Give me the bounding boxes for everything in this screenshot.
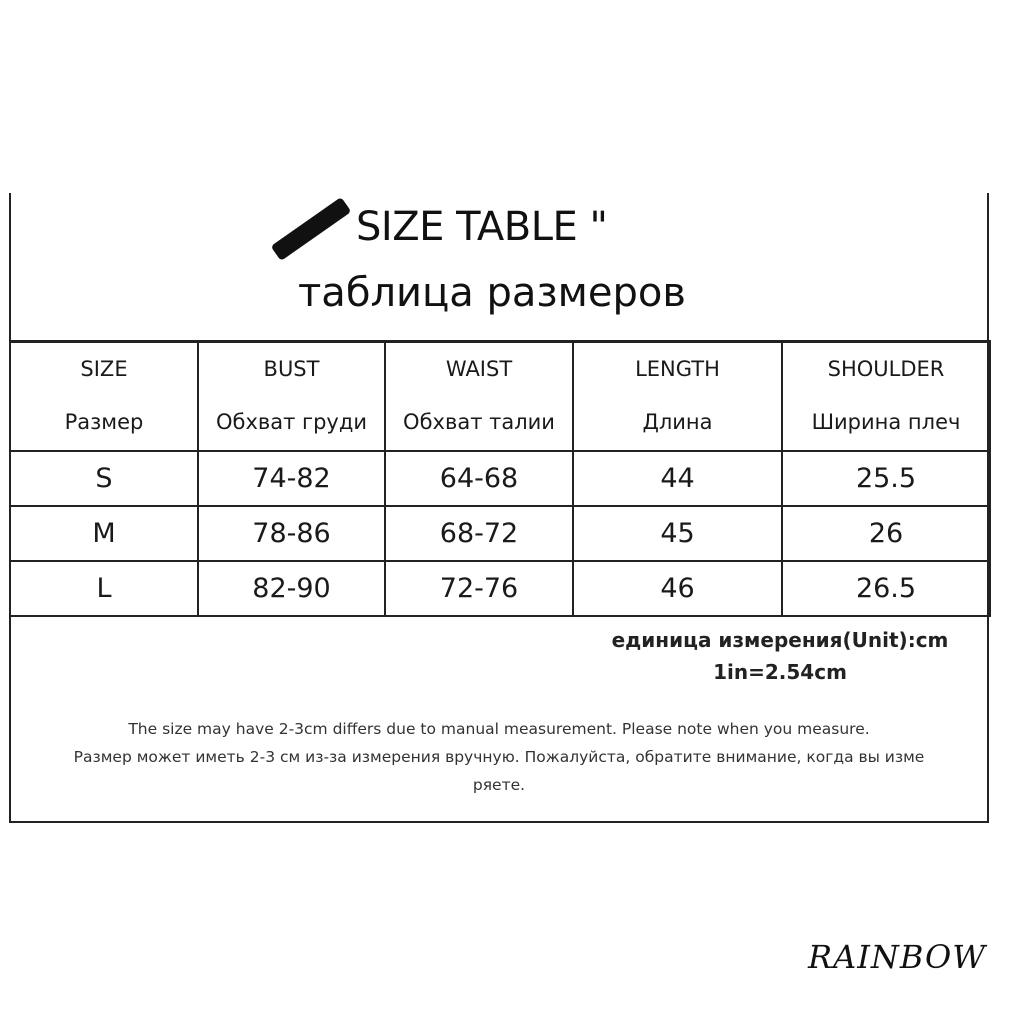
measurement-note: [14, 715, 984, 799]
table-cell: 25.5: [782, 451, 990, 506]
table-cell: 26.5: [782, 561, 990, 616]
note-russian-line1: Размер может иметь 2-3 см из-за измерения вручную. Пожалуйста, обратите внимание, когда вы изме: [73, 748, 925, 766]
size-table: [9, 340, 991, 617]
header-cell: WAIST Обхват талии: [385, 341, 573, 451]
table-cell: 78-86: [198, 506, 385, 561]
table-cell: 46: [573, 561, 782, 616]
table-row: [10, 561, 990, 616]
title-english: SIZE TABLE ": [356, 204, 608, 250]
note-russian-line2: ряете.: [472, 776, 526, 794]
title-russian: таблица размеров: [298, 270, 686, 316]
note-english: The size may have 2-3cm differs due to manual measurement. Please note when you measure.: [128, 720, 870, 738]
table-cell: S: [10, 451, 198, 506]
table-cell: M: [10, 506, 198, 561]
header-cell: LENGTH Длина: [573, 341, 782, 451]
table-header-row: [10, 341, 990, 451]
table-cell: 64-68: [385, 451, 573, 506]
table-row: [10, 451, 990, 506]
table-cell: 45: [573, 506, 782, 561]
table-row: [10, 506, 990, 561]
table-cell: 26: [782, 506, 990, 561]
units-note: [560, 624, 1000, 688]
table-cell: 74-82: [198, 451, 385, 506]
table-cell: 72-76: [385, 561, 573, 616]
units-line: единица измерения(Unit):cm: [611, 628, 949, 652]
brand-logo: RAINBOW: [808, 938, 987, 976]
conversion-line: 1in=2.54cm: [713, 660, 847, 684]
header-cell: SIZE Размер: [10, 341, 198, 451]
table-cell: 44: [573, 451, 782, 506]
header-cell: SHOULDER Ширина плеч: [782, 341, 990, 451]
table-cell: 82-90: [198, 561, 385, 616]
table-cell: 68-72: [385, 506, 573, 561]
header-cell: BUST Обхват груди: [198, 341, 385, 451]
table-cell: L: [10, 561, 198, 616]
